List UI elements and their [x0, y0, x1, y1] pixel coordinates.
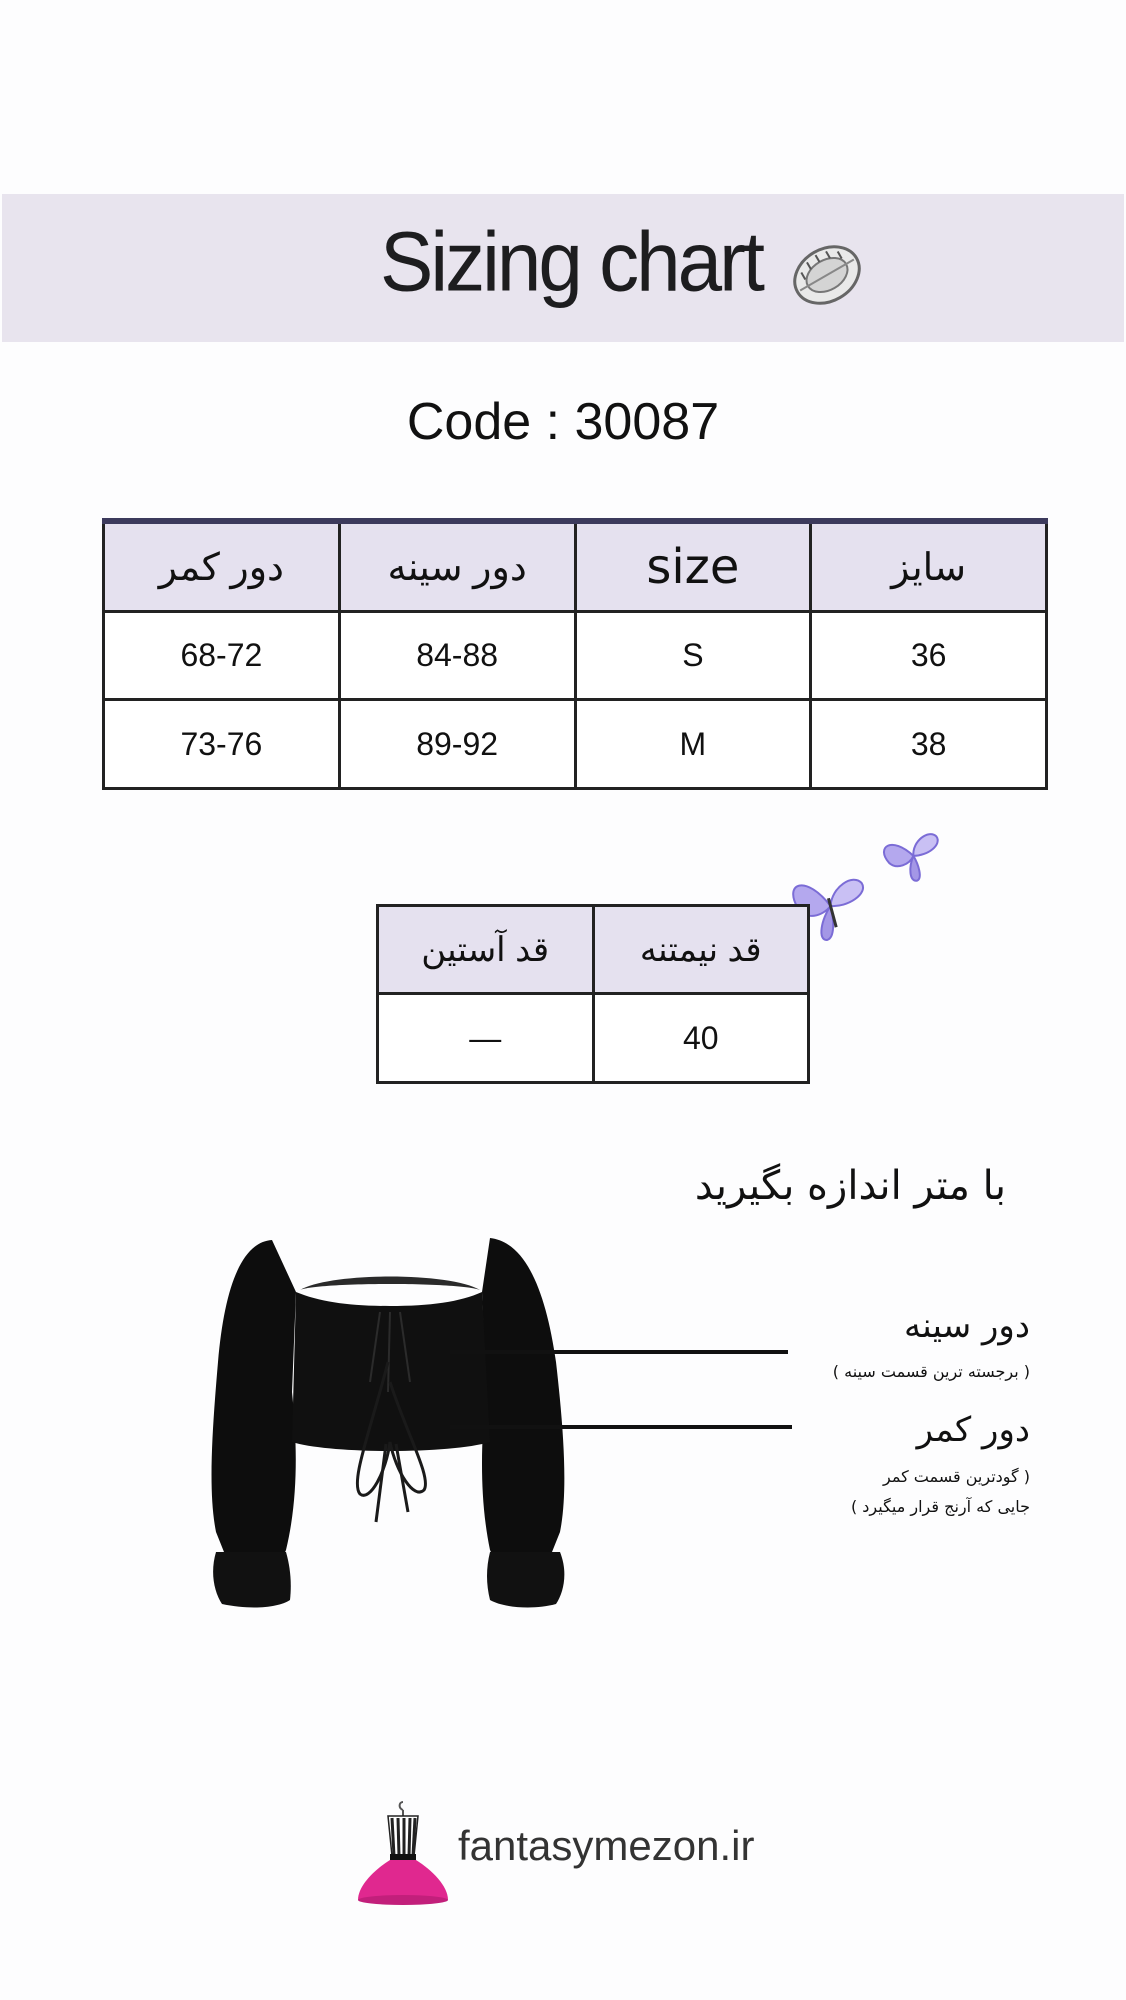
header-chest: دور سینه [339, 521, 575, 612]
measuring-tape-icon [782, 232, 872, 318]
waist-label: دور کمر [916, 1410, 1030, 1450]
cell-chest: 84-88 [339, 612, 575, 700]
table-row [104, 700, 1047, 789]
crop-top-illustration [200, 1232, 590, 1616]
length-table [376, 904, 810, 1084]
page-title: Sizing chart [380, 214, 762, 309]
chest-label: دور سینه [903, 1306, 1030, 1346]
waist-guide-line [450, 1425, 792, 1429]
waist-note [780, 1462, 1030, 1522]
measure-instruction: با متر اندازه بگیرید [694, 1163, 1006, 1209]
size-table-header [104, 521, 1047, 612]
table-row [378, 994, 809, 1083]
cell-top-length: 40 [593, 994, 809, 1083]
header-sleeve-length: قد آستین [378, 906, 594, 994]
header-size-fa: سایز [811, 521, 1047, 612]
size-table [102, 518, 1048, 790]
table-row [104, 612, 1047, 700]
cell-waist: 73-76 [104, 700, 340, 789]
length-table-header [378, 906, 809, 994]
waist-note-line-2: جایی که آرنج قرار میگیرد ) [850, 1497, 1030, 1516]
dress-logo-icon [354, 1800, 452, 1906]
cell-sleeve-length: — [378, 994, 594, 1083]
cell-size-number: 38 [811, 700, 1047, 789]
cell-chest: 89-92 [339, 700, 575, 789]
product-code: Code : 30087 [406, 393, 720, 451]
chest-note: ( برجسته ترین قسمت سینه ) [832, 1362, 1030, 1381]
brand-url[interactable]: fantasymezon.ir [458, 1822, 755, 1869]
cell-size-letter: S [575, 612, 811, 700]
header-top-length: قد نیمتنه [593, 906, 809, 994]
butterfly-icon [878, 822, 948, 888]
header-waist: دور کمر [104, 521, 340, 612]
cell-waist: 68-72 [104, 612, 340, 700]
chest-guide-line [450, 1350, 788, 1354]
waist-note-line-1: ( گودترین قسمت کمر [883, 1467, 1030, 1486]
header-size-en: size [575, 521, 811, 612]
cell-size-number: 36 [811, 612, 1047, 700]
cell-size-letter: M [575, 700, 811, 789]
